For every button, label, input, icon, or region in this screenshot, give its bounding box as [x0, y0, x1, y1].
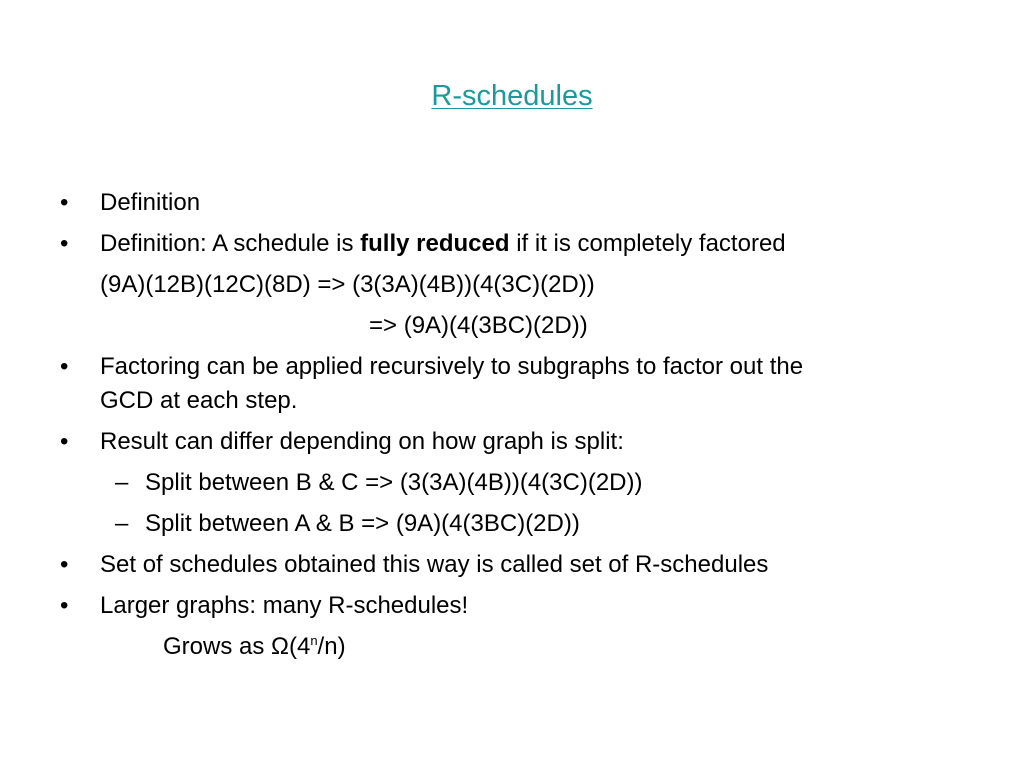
bullet-larger-graphs: Larger graphs: many R-schedules! [100, 592, 469, 619]
example-line-2: => (9A)(4(3BC)(2D)) [369, 312, 588, 339]
growth-rate-line [163, 632, 346, 665]
slide-title-link[interactable]: R-schedules [431, 80, 593, 112]
sub-bullet-split-b-c: Split between B & C => (3(3A)(4B))(4(3C)(2D)) [145, 469, 643, 496]
bullet-result-differs: Result can differ depending on how graph is split: [100, 428, 624, 455]
example-line-1: (9A)(12B)(12C)(8D) => (3(3A)(4B))(4(3C)(2D)) [100, 271, 595, 298]
growth-rate-text: Grows as Ω(4 [163, 633, 311, 660]
sub-bullet-marker: – [115, 510, 129, 537]
bullet-factoring-line-1: Factoring can be applied recursively to subgraphs to factor out the [100, 353, 804, 380]
bullet-set-of-schedules: Set of schedules obtained this way is called set of R-schedules [100, 551, 769, 578]
definition-text-end: if it is completely factored [509, 230, 786, 257]
bullet-fully-reduced-definition [100, 229, 786, 259]
bullet-marker: • [60, 551, 69, 578]
bullet-marker: • [60, 189, 69, 216]
bullet-marker: • [60, 353, 69, 380]
bullet-definition: Definition [100, 189, 201, 216]
growth-rate-exponent: n [310, 633, 318, 648]
bullet-marker: • [60, 592, 69, 619]
bullet-marker: • [60, 428, 69, 455]
sub-bullet-marker: – [115, 469, 129, 496]
definition-text-start: Definition: A schedule is [100, 230, 361, 257]
bullet-marker: • [60, 230, 69, 257]
sub-bullet-split-a-b: Split between A & B => (9A)(4(3BC)(2D)) [145, 510, 580, 537]
fully-reduced-term: fully reduced [360, 230, 510, 257]
growth-rate-text-end: /n) [317, 633, 346, 660]
bullet-factoring-line-2: GCD at each step. [100, 387, 298, 414]
